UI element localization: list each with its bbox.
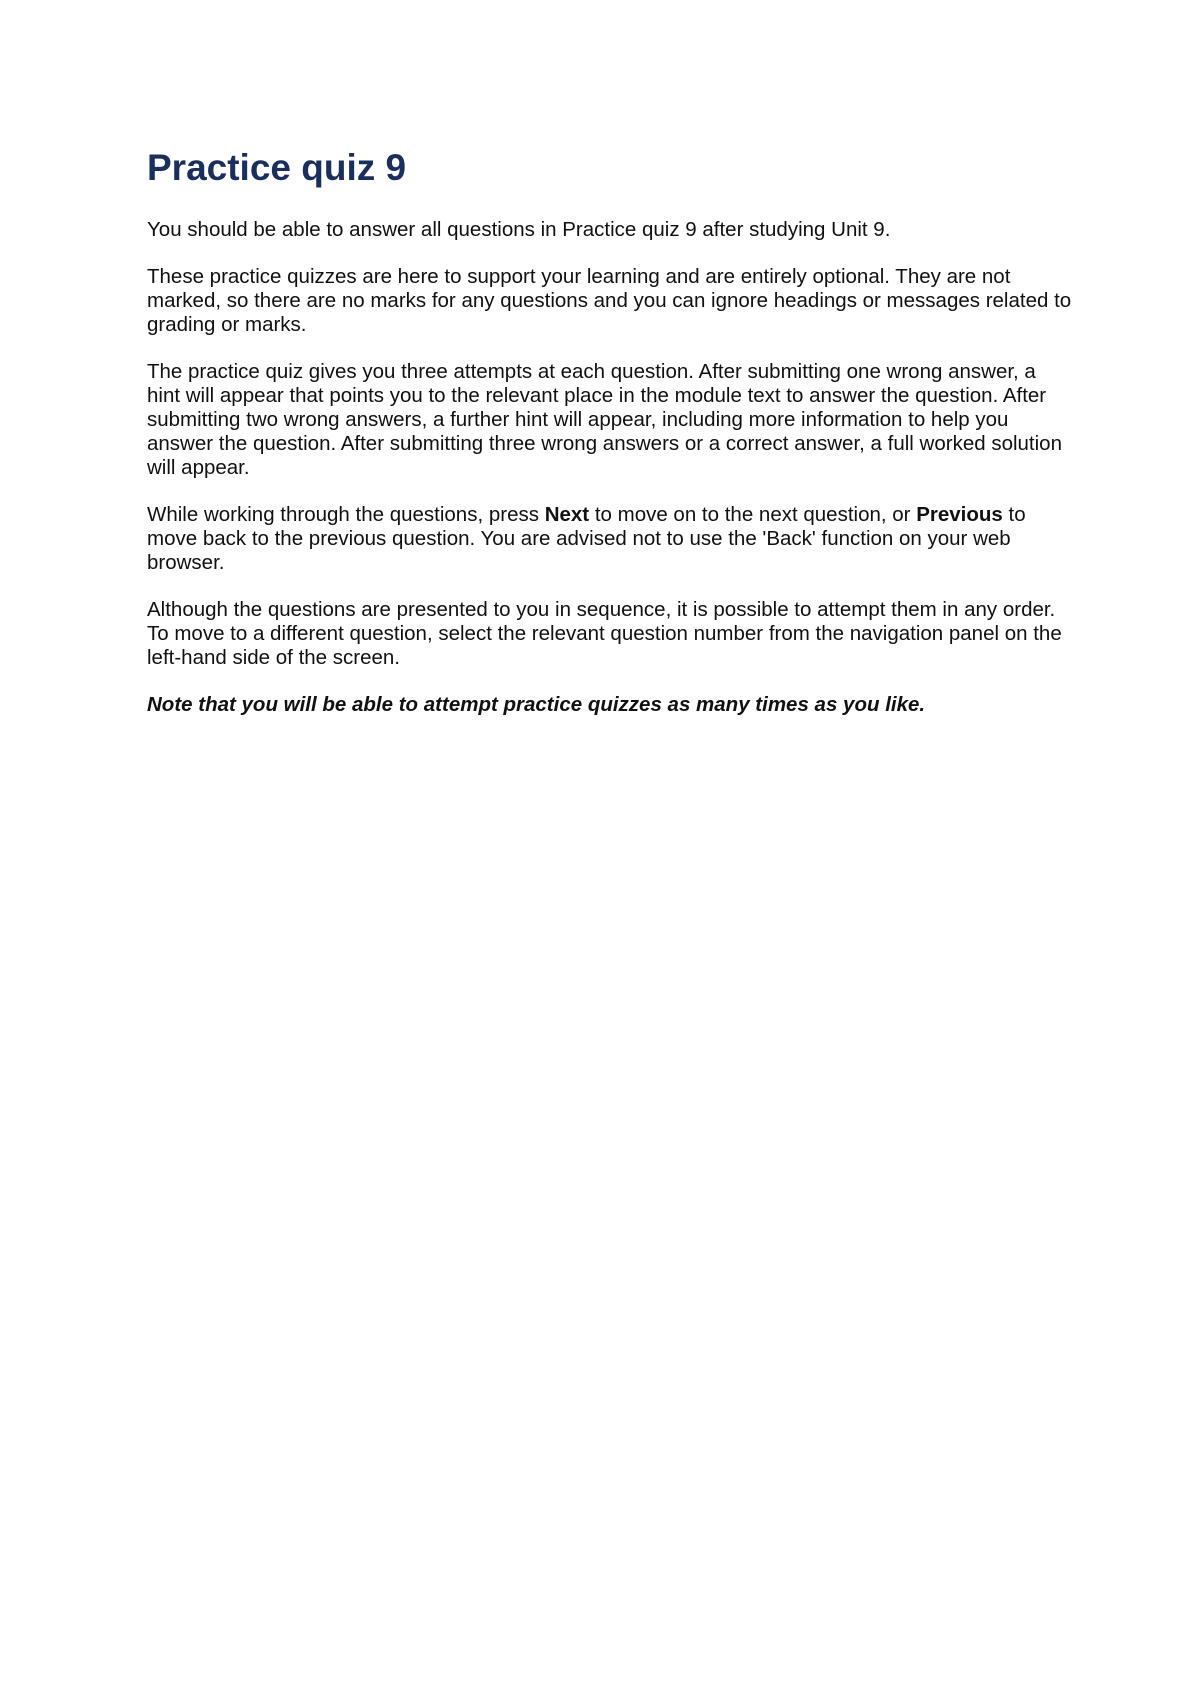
optional-notice-paragraph: These practice quizzes are here to support your learning and are entirely optional. They are not marked, so there are no marks for any questions and you can ignore headings or messages related to grading or marks. bbox=[147, 265, 1072, 336]
order-info-paragraph: Although the questions are presented to you in sequence, it is possible to attempt them in any order. To move to a different question, select the relevant question number from the navigation panel on the left-hand side of the screen. bbox=[147, 598, 1062, 669]
navigation-text-part1: While working through the questions, press bbox=[147, 503, 545, 526]
previous-label: Previous bbox=[916, 503, 1003, 526]
navigation-text-part3: to move back to the previous question. You are advised not to use the 'Back' function on your web browser. bbox=[147, 503, 1026, 574]
intro-paragraph: You should be able to answer all questions in Practice quiz 9 after studying Unit 9. bbox=[147, 218, 891, 241]
next-label: Next bbox=[544, 503, 590, 526]
attempts-info-paragraph: The practice quiz gives you three attempts at each question. After submitting one wrong answer, a hint will appear that points you to the relevant place in the module text to answer the question. After submitting two wrong answers, a further hint will appear, including more information to help you answer the question. After submitting three wrong answers or a correct answer, a full worked solution will appear. bbox=[147, 360, 1062, 479]
document-page bbox=[147, 146, 1072, 740]
note-paragraph: Note that you will be able to attempt practice quizzes as many times as you like. bbox=[147, 693, 926, 716]
page-title: Practice quiz 9 bbox=[147, 147, 407, 188]
navigation-paragraph bbox=[147, 503, 1072, 575]
navigation-text-part2: to move on to the next question, or bbox=[589, 503, 917, 526]
